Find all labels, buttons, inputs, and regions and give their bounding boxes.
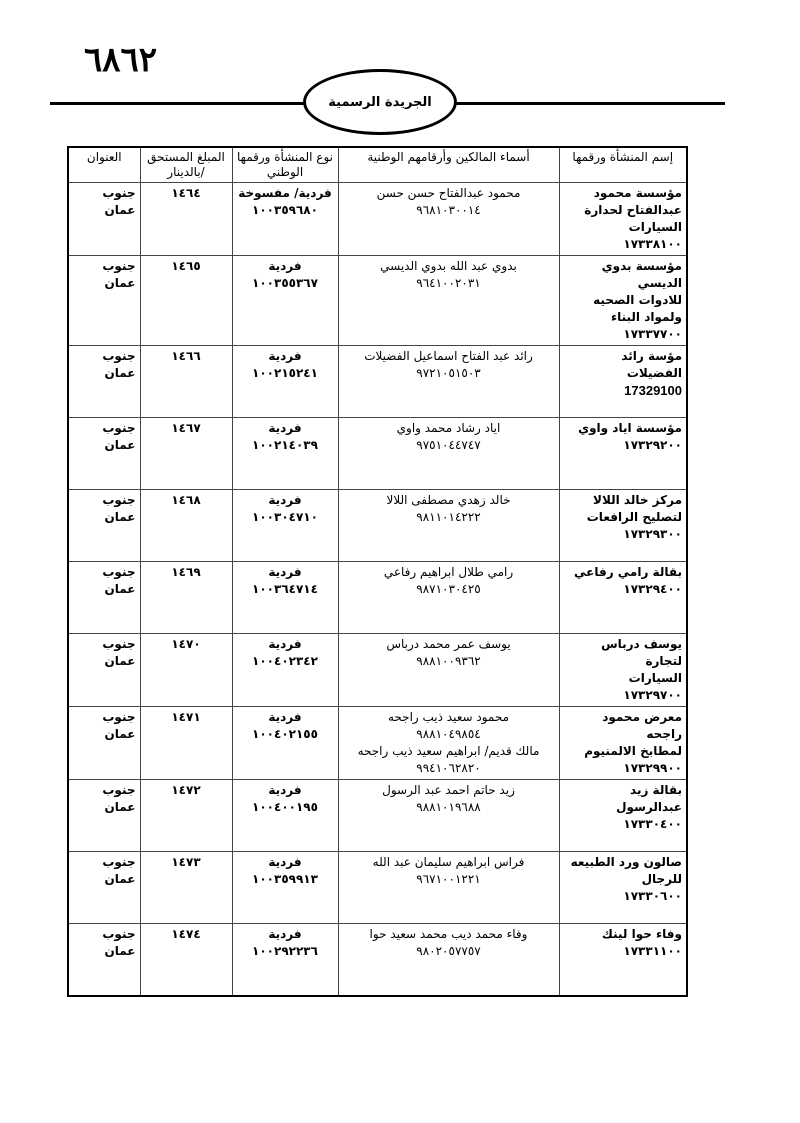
establishment-name-line: مؤسسة اياد واوي: [578, 421, 682, 435]
type-cell: [232, 418, 338, 490]
address-line: عمان: [104, 438, 136, 452]
owner-line: اياد رشاد محمد واوي: [396, 421, 501, 435]
establishment-cell: [559, 418, 687, 490]
owners-cell: [338, 256, 559, 346]
address-line: جنوب: [102, 783, 136, 797]
address-line: عمان: [104, 366, 136, 380]
address-line: عمان: [104, 727, 136, 741]
table-row: [68, 490, 687, 562]
page-number: ٦٨٦٢: [84, 40, 158, 80]
owner-line: ٩٧٢١٠٥١٥٠٣: [416, 366, 481, 380]
table-row: [68, 562, 687, 634]
address-line: جنوب: [102, 637, 136, 651]
establishment-type: فردية: [268, 855, 302, 869]
address-line: جنوب: [102, 710, 136, 724]
establishment-number: ١٧٣٣٠٤٠٠: [623, 817, 682, 831]
table-row: [68, 183, 687, 256]
establishment-name-line: السيارات: [628, 671, 682, 685]
table-row: [68, 256, 687, 346]
owner-line: ٩٧٥١٠٤٤٧٤٧: [416, 438, 481, 452]
address-line: عمان: [104, 510, 136, 524]
address-line: جنوب: [102, 927, 136, 941]
address-line: جنوب: [102, 421, 136, 435]
national-number: ١٠٠٢١٤٠٣٩: [252, 438, 318, 452]
amount-cell: ١٤٧١: [140, 707, 232, 780]
address-line: جنوب: [102, 565, 136, 579]
table-row: [68, 852, 687, 924]
establishment-type: فردية/ مفسوخة: [238, 186, 332, 200]
establishment-name-line: مؤسسة بدوي الديسي: [601, 259, 682, 290]
establishment-cell: [559, 562, 687, 634]
type-cell: [232, 490, 338, 562]
establishment-type: فردية: [268, 493, 302, 507]
establishment-name-line: مؤسسة محمود: [593, 186, 682, 200]
establishment-type: فردية: [268, 259, 302, 273]
establishment-name-line: مركز خالد اللالا: [593, 493, 682, 507]
address-line: عمان: [104, 800, 136, 814]
establishment-name-line: ولمواد البناء: [610, 310, 682, 324]
type-cell: [232, 924, 338, 997]
establishment-cell: [559, 490, 687, 562]
amount-cell: ١٤٦٦: [140, 346, 232, 418]
type-cell: [232, 634, 338, 707]
amount-cell: ١٤٦٤: [140, 183, 232, 256]
national-number: ١٠٠٣٥٩٩١٣: [252, 872, 318, 886]
national-number: ١٠٠٢١٥٢٤١: [252, 366, 318, 380]
header-type: نوع المنشأة ورقمها الوطني: [232, 147, 338, 183]
establishment-cell: [559, 852, 687, 924]
address-cell: [68, 707, 140, 780]
establishment-name-line: عبدالفتاح لحدارة: [584, 203, 682, 217]
establishment-number: ١٧٣٢٩٧٠٠: [623, 688, 682, 702]
header-address: العنوان: [68, 147, 140, 183]
owners-cell: [338, 562, 559, 634]
address-line: عمان: [104, 872, 136, 886]
address-cell: [68, 418, 140, 490]
records-table: [67, 146, 688, 997]
establishment-number: ١٧٣٢٩٣٠٠: [623, 527, 682, 541]
establishment-name-line: وفاء حوا لينك: [601, 927, 682, 941]
establishment-number: ١٧٣٢٩٩٠٠: [623, 761, 682, 775]
owner-line: ٩٨٧١٠٣٠٤٢٥: [416, 582, 481, 596]
establishment-name-line: السيارات: [628, 220, 682, 234]
amount-cell: ١٤٦٧: [140, 418, 232, 490]
owner-line: زيد حاتم احمد عبد الرسول: [382, 783, 515, 797]
establishment-name-line: صالون ورد الطبيعه: [570, 855, 682, 869]
table-row: [68, 634, 687, 707]
amount-cell: ١٤٧٢: [140, 780, 232, 852]
establishment-type: فردية: [268, 710, 302, 724]
owner-line: ٩٦٤١٠٠٢٠٣١: [416, 276, 481, 290]
owners-cell: [338, 490, 559, 562]
owner-line: ٩٨٨١٠٠٩٣٦٢: [416, 654, 481, 668]
address-line: جنوب: [102, 186, 136, 200]
establishment-cell: [559, 924, 687, 997]
owner-line: ٩٨٠٢٠٥٧٧٥٧: [416, 944, 481, 958]
address-line: جنوب: [102, 349, 136, 363]
establishment-name-line: يوسف درباس لتجارة: [601, 637, 682, 668]
owner-line: ٩٨١١٠١٤٢٢٢: [416, 510, 481, 524]
address-cell: [68, 490, 140, 562]
amount-cell: ١٤٧٣: [140, 852, 232, 924]
owner-line: محمود سعيد ذيب راجحه: [387, 710, 510, 724]
establishment-type: فردية: [268, 421, 302, 435]
header-amount: المبلغ المستحق /بالدينار: [140, 147, 232, 183]
address-line: عمان: [104, 276, 136, 290]
owner-line: ٩٦٧١٠٠١٢٢١: [416, 872, 481, 886]
owners-cell: [338, 924, 559, 997]
header-row: [68, 147, 687, 183]
owners-cell: [338, 183, 559, 256]
owner-line: بدوي عبد الله بدوي الديسي: [380, 259, 517, 273]
establishment-number: 17329100: [624, 383, 682, 398]
owner-line: ٩٨٨١٠٤٩٨٥٤: [416, 727, 481, 741]
table-row: [68, 346, 687, 418]
owner-line: فراس ابراهيم سليمان عبد الله: [372, 855, 525, 869]
owner-line: ٩٩٤١٠٦٢٨٢٠: [416, 761, 481, 775]
national-number: ١٠٠٢٩٢٢٣٦: [252, 944, 318, 958]
type-cell: [232, 562, 338, 634]
owners-cell: [338, 346, 559, 418]
establishment-number: ١٧٣٢٩٤٠٠: [623, 582, 682, 596]
establishment-name-line: بقالة رامي رفاعي: [574, 565, 682, 579]
establishment-name-line: للادوات الصحيه: [593, 293, 682, 307]
type-cell: [232, 707, 338, 780]
address-line: عمان: [104, 654, 136, 668]
address-cell: [68, 924, 140, 997]
establishment-number: ١٧٣٣٠٦٠٠: [623, 889, 682, 903]
establishment-type: فردية: [268, 927, 302, 941]
establishment-cell: [559, 346, 687, 418]
address-cell: [68, 852, 140, 924]
table-row: [68, 707, 687, 780]
table-row: [68, 780, 687, 852]
address-cell: [68, 780, 140, 852]
type-cell: [232, 183, 338, 256]
establishment-number: ١٧٣٣٧٧٠٠: [623, 327, 682, 341]
masthead-oval: [303, 69, 457, 135]
address-cell: [68, 346, 140, 418]
owner-line: وفاء محمد ديب محمد سعيد حوا: [369, 927, 528, 941]
owners-cell: [338, 418, 559, 490]
address-line: جنوب: [102, 259, 136, 273]
establishment-name-line: لمطابخ الالمنيوم: [584, 744, 682, 758]
owner-line: خالد زهدي مصطفى اللالا: [386, 493, 511, 507]
establishment-cell: [559, 780, 687, 852]
address-cell: [68, 562, 140, 634]
address-line: عمان: [104, 944, 136, 958]
national-number: ١٠٠٤٠٠١٩٥: [252, 800, 318, 814]
address-cell: [68, 256, 140, 346]
owners-cell: [338, 780, 559, 852]
establishment-cell: [559, 183, 687, 256]
address-line: جنوب: [102, 493, 136, 507]
owners-cell: [338, 852, 559, 924]
establishment-name-line: معرض محمود راجحه: [602, 710, 682, 741]
establishment-name-line: مؤسة رائد الفضيلات: [621, 349, 682, 380]
national-number: ١٠٠٤٠٢٣٤٢: [252, 654, 318, 668]
owner-line: ٩٦٨١٠٣٠٠١٤: [416, 203, 481, 217]
owner-line: ٩٨٨١٠١٩٦٨٨: [416, 800, 481, 814]
masthead-title: الجريدة الرسمية: [328, 94, 432, 110]
establishment-type: فردية: [268, 783, 302, 797]
address-line: عمان: [104, 582, 136, 596]
establishment-name-line: للرجال: [641, 872, 682, 886]
amount-cell: ١٤٧٤: [140, 924, 232, 997]
establishment-name-line: لتصليح الرافعات: [586, 510, 682, 524]
establishment-number: ١٧٣٢٩٢٠٠: [623, 438, 682, 452]
owner-line: رامي طلال ابراهيم رفاعي: [383, 565, 514, 579]
establishment-type: فردية: [268, 637, 302, 651]
address-line: عمان: [104, 203, 136, 217]
type-cell: [232, 780, 338, 852]
address-cell: [68, 634, 140, 707]
owner-line: رائد عبد الفتاح اسماعيل الفضيلات: [364, 349, 533, 363]
amount-cell: ١٤٦٩: [140, 562, 232, 634]
establishment-cell: [559, 707, 687, 780]
establishment-number: ١٧٣٣١١٠٠: [623, 944, 682, 958]
establishment-number: ١٧٣٣٨١٠٠: [623, 237, 682, 251]
records-body: [68, 183, 687, 997]
national-number: ١٠٠٤٠٢١٥٥: [252, 727, 318, 741]
national-number: ١٠٠٣٠٤٧١٠: [252, 510, 318, 524]
table-row: [68, 924, 687, 997]
national-number: ١٠٠٣٦٤٧١٤: [252, 582, 318, 596]
establishment-cell: [559, 256, 687, 346]
type-cell: [232, 852, 338, 924]
amount-cell: ١٤٦٨: [140, 490, 232, 562]
type-cell: [232, 346, 338, 418]
establishment-type: فردية: [268, 565, 302, 579]
type-cell: [232, 256, 338, 346]
header-owners: أسماء المالكين وأرقامهم الوطنية: [338, 147, 559, 183]
national-number: ١٠٠٣٥٩٦٨٠: [252, 203, 318, 217]
address-line: جنوب: [102, 855, 136, 869]
establishment-type: فردية: [268, 349, 302, 363]
owner-line: مالك قديم/ ابراهيم سعيد ذيب راجحه: [357, 744, 540, 758]
owner-line: يوسف عمر محمد درباس: [386, 637, 511, 651]
owners-cell: [338, 707, 559, 780]
amount-cell: ١٤٧٠: [140, 634, 232, 707]
table-row: [68, 418, 687, 490]
establishment-cell: [559, 634, 687, 707]
national-number: ١٠٠٣٥٥٣٦٧: [252, 276, 318, 290]
address-cell: [68, 183, 140, 256]
owner-line: محمود عبدالفتاح حسن حسن: [376, 186, 521, 200]
amount-cell: ١٤٦٥: [140, 256, 232, 346]
owners-cell: [338, 634, 559, 707]
header-establishment: إسم المنشأة ورقمها: [559, 147, 687, 183]
establishment-name-line: بقالة زيد عبدالرسول: [616, 783, 682, 814]
